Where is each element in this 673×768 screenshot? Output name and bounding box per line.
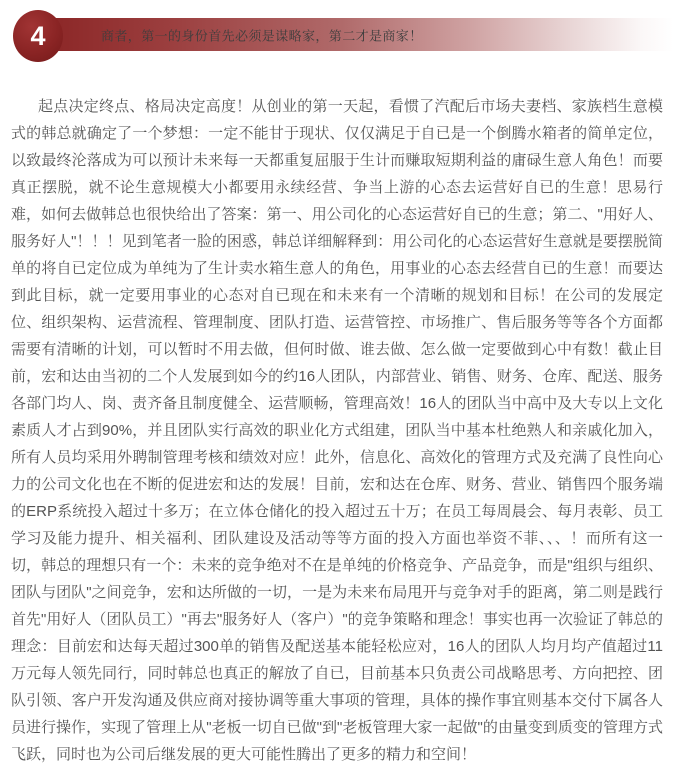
section-title: 商者，第一的身份首先必须是谋略家，第二才是商家！ [101,28,423,43]
article-paragraph: 起点决定终点、格局决定高度！从创业的第一天起，看惯了汽配后市场夫妻档、家族档生意模式的韩总就确定了一个梦想：一定不能甘于现状、仅仅满足于自已是一个倒腾水箱者的简单定位，以致最终沦落成为可以预计未来每一天都重复屈服于生计而赚取短期利益的庸碌生意人角色！而要真正摆脱，就不论生意规模大小都要用永续经营、争当上游的心态去运营好自已的生意！思易行难，如何去做韩总也很快给出了答案：第一、用公司化的心态运营好自已的生意；第二、"用好人、服务好人"！！！见到笔者一脸的困惑，韩总详细解释到：用公司化的心态运营好生意就是要摆脱简单的将自已定位成为单纯为了生计卖水箱生意人的角色，用事业的心态去经营自已的生意！而要达到此目标，就一定要用事业的心态对自已现在和未来有一个清晰的规划和目标！在公司的发展定位、组织架构、运营流程、管理制度、团队打造、运营管控、市场推广、售后服务等等各个方面都需要有清晰的计划，可以暂时不用去做，但何时做、谁去做、怎么做一定要做到心中有数！截止目前，宏和达由当初的二个人发展到如今的约16人团队，内部营业、销售、财务、仓库、配送、服务各部门均人、岗、责齐备且制度健全、运营顺畅，管理高效！16人的团队当中高中及大专以上文化素质人才占到90%，并且团队实行高效的职业化方式组建，团队当中基本杜绝熟人和亲戚化加入，所有人员均采用外聘制管理考核和绩效对应！此外，信息化、高效化的管理方式及充满了良性向心力的公司文化也在不断的促进宏和达的发展！目前，宏和达在仓库、财务、营业、销售四个服务端的ERP系统投入超过十多万；在立体仓储化的投入超过五十万；在员工每周晨会、每月表彰、员工学习及能力提升、相关福利、团队建设及活动等等方面的投入方面也举资不菲、、、！而所有这一切，韩总的理想只有一个：未来的竞争绝对不在是单纯的价格竞争、产品竞争，而是"组织与组织、团队与团队"之间竞争，宏和达所做的一切，一是为未来布局甩开与竞争对手的距离，第二则是践行首先"用好人（团队员工）"再去"服务好人（客户）"的竞争策略和理念！事实也再一次验证了韩总的理念：目前宏和达每天超过300单的销售及配送基本能轻松应对，16人的团队人均月均产值超过11万元每人领先同行，同时韩总也真正的解放了自已，目前基本只负责公司战略思考、方向把控、团队引领、客户开发沟通及供应商对接协调等重大事项的管理，具体的操作事宜则基本交付下属各人员进行操作，实现了管理上从"老板一切自已做"到"老板管理大家一起做"的由量变到质变的管理方式飞跃，同时也为公司后继发展的更大可能性腾出了更多的精力和空间！ [11,98,663,763]
article-body [11,93,663,768]
section-number: 4 [30,20,46,51]
section-header [0,0,673,62]
section-number-badge [13,10,63,62]
section-header-banner [36,18,673,51]
